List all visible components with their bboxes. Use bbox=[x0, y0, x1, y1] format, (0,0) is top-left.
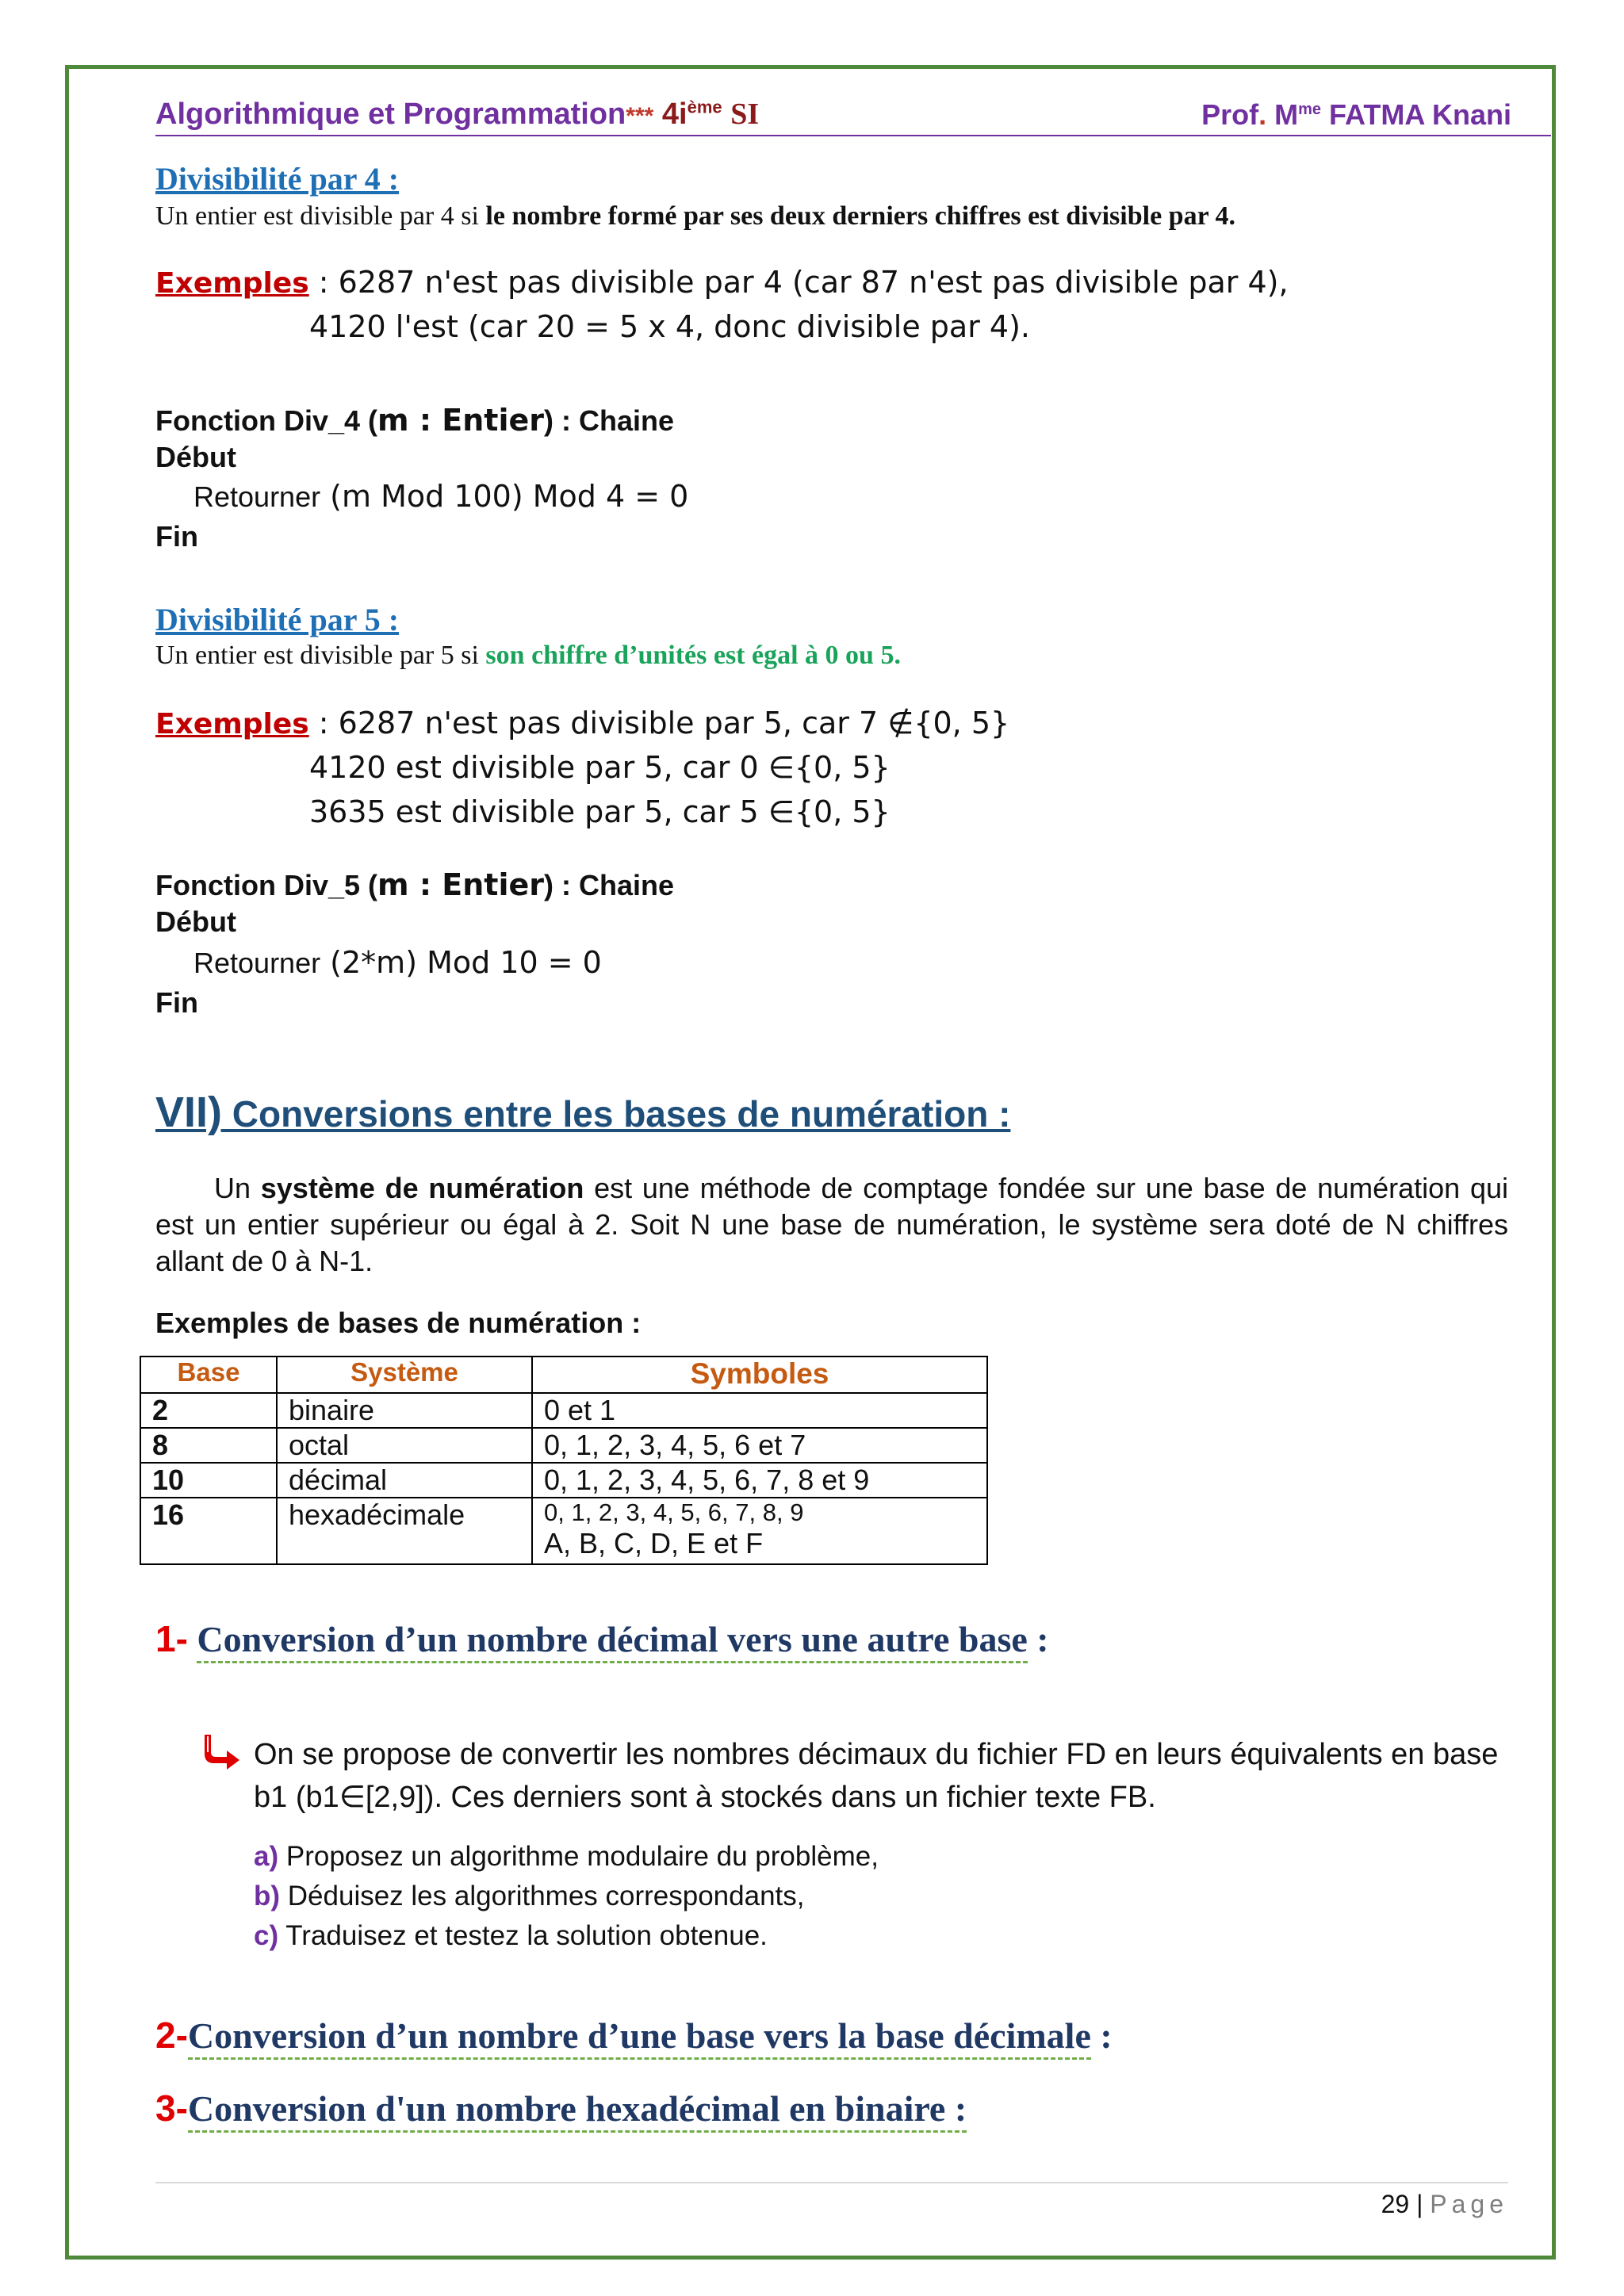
div5-examples-label: Exemples bbox=[155, 708, 309, 740]
div5-begin: Début bbox=[155, 905, 236, 938]
table-header-system: Système bbox=[277, 1357, 532, 1393]
div4-example-2: 4120 l'est (car 20 = 5 x 4, donc divisible par 4). bbox=[309, 309, 1030, 344]
div5-return: Retourner (2*m) Mod 10 = 0 bbox=[193, 945, 602, 980]
table-cell-base: 10 bbox=[140, 1463, 277, 1498]
div5-example-1: Exemples : 6287 n'est pas divisible par 5, car 7 ∉{0, 5} bbox=[155, 706, 1010, 740]
table-cell-system: binaire bbox=[277, 1393, 532, 1428]
div4-title: Divisibilité par 4 : bbox=[155, 161, 400, 197]
header-author: Prof. $M^{me}$ FATMA Knani bbox=[1201, 98, 1511, 131]
table-row bbox=[140, 1393, 987, 1428]
div5-title: Divisibilité par 5 : bbox=[155, 602, 400, 637]
header-rule bbox=[155, 135, 1551, 136]
table-cell-symbols: 0, 1, 2, 3, 4, 5, 6, 7, 8, 9 A, B, C, D, E et F bbox=[532, 1498, 987, 1564]
task-a: a) Proposez un algorithme modulaire du problème, bbox=[254, 1841, 879, 1872]
header-level: $4i^{ème}$ bbox=[661, 97, 722, 131]
page-number: 29 bbox=[1381, 2190, 1410, 2218]
div4-begin: Début bbox=[155, 441, 236, 473]
footer-rule bbox=[155, 2182, 1508, 2183]
div4-examples-label: Exemples bbox=[155, 267, 309, 300]
table-row bbox=[140, 1428, 987, 1463]
page-label: Page bbox=[1430, 2190, 1508, 2218]
div5-example-3: 3635 est divisible par 5, car 5 ∈{0, 5} bbox=[309, 794, 891, 829]
task-b: b) Déduisez les algorithmes correspondants, bbox=[254, 1881, 805, 1911]
table-cell-system: hexadécimale bbox=[277, 1498, 532, 1564]
conversion-2-heading: 2-Conversion d’un nombre d’une base vers la base décimale : bbox=[155, 2014, 1113, 2057]
div4-end: Fin bbox=[155, 520, 198, 553]
div5-function-header: Fonction Div_5 (m : Entier) : Chaine bbox=[155, 867, 675, 902]
curved-arrow-icon bbox=[205, 1732, 243, 1774]
bases-table bbox=[140, 1356, 988, 1565]
div5-rule: Un entier est divisible par 5 si son chiffre d’unités est égal à 0 ou 5. bbox=[155, 641, 901, 670]
div4-function-header: Fonction Div_4 (m : Entier) : Chaine bbox=[155, 403, 675, 438]
table-row bbox=[140, 1463, 987, 1498]
table-row bbox=[140, 1498, 987, 1564]
table-cell-base: 16 bbox=[140, 1498, 277, 1564]
div5-end: Fin bbox=[155, 986, 198, 1019]
div4-return: Retourner (m Mod 100) Mod 4 = 0 bbox=[193, 479, 689, 514]
conversion-1-heading: 1- Conversion d’un nombre décimal vers une autre base : bbox=[155, 1617, 1049, 1660]
table-cell-base: 8 bbox=[140, 1428, 277, 1463]
header-course-title: Algorithmique et Programmation*** $4i^{ème}$ SI bbox=[155, 97, 760, 131]
table-header-base: Base bbox=[140, 1357, 277, 1393]
table-cell-symbols: 0, 1, 2, 3, 4, 5, 6 et 7 bbox=[532, 1428, 987, 1463]
table-cell-symbols: 0 et 1 bbox=[532, 1393, 987, 1428]
table-cell-symbols: 0, 1, 2, 3, 4, 5, 6, 7, 8 et 9 bbox=[532, 1463, 987, 1498]
task-c: c) Traduisez et testez la solution obtenue. bbox=[254, 1920, 768, 1951]
div4-rule: Un entier est divisible par 4 si le nombre formé par ses deux derniers chiffres est divisible par 4. bbox=[155, 201, 1236, 231]
bases-examples-heading: Exemples de bases de numération : bbox=[155, 1307, 642, 1339]
section-7-heading: VII) Conversions entre les bases de numération : bbox=[155, 1089, 1011, 1136]
header-stars: *** bbox=[626, 103, 654, 129]
section-7-paragraph: Un système de numération est une méthode de comptage fondée sur une base de numération qui est un entier supérieur ou égal à 2. Soit N une base de numération, le système sera doté de N chiffres allant de 0 à N-1. bbox=[155, 1172, 1508, 1277]
table-header-row bbox=[140, 1357, 987, 1393]
div4-example-1: Exemples : 6287 n'est pas divisible par 4 (car 87 n'est pas divisible par 4), bbox=[155, 265, 1289, 300]
conversion-3-heading: 3-Conversion d'un nombre hexadécimal en binaire : bbox=[155, 2087, 967, 2130]
table-header-symbols: Symboles bbox=[532, 1357, 987, 1393]
conversion-1-statement: On se propose de convertir les nombres décimaux du fichier FD en leurs équivalents en base b1 (b1∈[2,9]). Ces derniers sont à stockés dans un fichier texte FB. bbox=[254, 1738, 1499, 1814]
header-section: SI bbox=[730, 98, 760, 131]
table-cell-base: 2 bbox=[140, 1393, 277, 1428]
table-cell-system: décimal bbox=[277, 1463, 532, 1498]
div5-example-2: 4120 est divisible par 5, car 0 ∈{0, 5} bbox=[309, 750, 891, 785]
table-cell-system: octal bbox=[277, 1428, 532, 1463]
page-footer: 29 | Page bbox=[1381, 2190, 1508, 2218]
